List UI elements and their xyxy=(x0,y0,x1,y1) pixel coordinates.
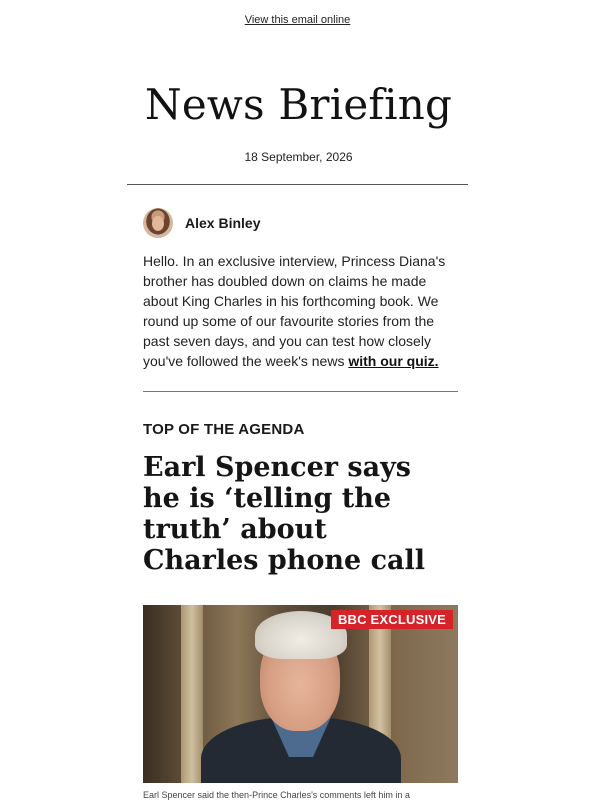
newsletter-masthead: News Briefing xyxy=(144,80,453,129)
exclusive-badge: BBC EXCLUSIVE xyxy=(331,610,453,629)
section-label: TOP OF THE AGENDA xyxy=(143,421,305,438)
intro-text: Hello. In an exclusive interview, Princess Diana's brother has doubled down on claims he made about King Charles in his forthcoming book. We round up some of our favourite stories from the past seven days, and you can test how closely you've followed the week's news xyxy=(143,253,446,369)
author-byline xyxy=(143,207,260,239)
intro-divider xyxy=(143,391,458,392)
newsletter-date: 18 September, 2026 xyxy=(244,150,353,164)
header-divider xyxy=(127,184,468,185)
intro-paragraph xyxy=(143,251,458,371)
view-email-online-link[interactable]: View this email online xyxy=(244,14,351,26)
author-name: Alex Binley xyxy=(185,215,261,231)
story-headline[interactable]: Earl Spencer says he is ‘telling the truth’ about Charles phone call xyxy=(143,452,426,576)
background-pillar xyxy=(181,605,203,783)
quiz-link[interactable]: with our quiz. xyxy=(348,353,439,369)
author-avatar xyxy=(143,208,173,238)
story-image[interactable] xyxy=(143,605,458,783)
image-caption: Earl Spencer said the then-Prince Charles's comments left him in a xyxy=(143,790,410,800)
